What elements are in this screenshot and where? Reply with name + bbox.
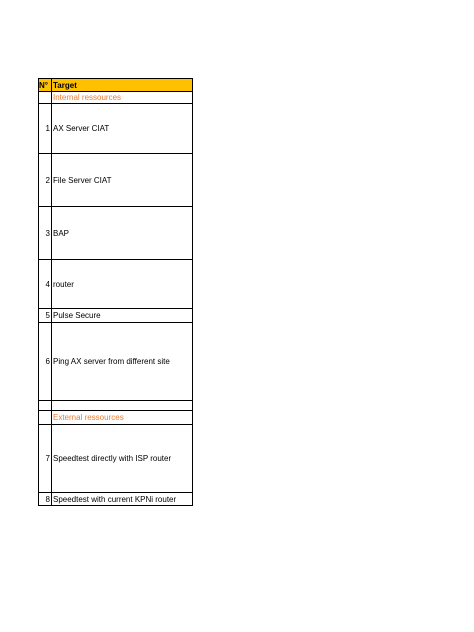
- row-target: Speedtest with current KPNi router: [53, 494, 177, 504]
- row-number: 3: [39, 207, 52, 259]
- table-row: [38, 154, 193, 207]
- row-number: 7: [39, 425, 52, 492]
- section-row-internal: [38, 92, 193, 104]
- section-title-internal: Internal ressources: [53, 93, 122, 102]
- table-row: [38, 493, 193, 506]
- section-title-external: External ressources: [53, 413, 124, 422]
- row-number: 5: [39, 309, 52, 322]
- row-number: 4: [39, 260, 52, 308]
- table-row: [38, 260, 193, 309]
- row-number: 6: [39, 323, 52, 400]
- row-target: Speedtest directly with ISP router: [53, 454, 172, 463]
- row-target: BAP: [53, 228, 70, 238]
- table-row: [38, 323, 193, 401]
- empty-target-cell: [52, 401, 192, 410]
- row-target: Pulse Secure: [53, 311, 101, 320]
- row-number: 8: [39, 493, 52, 505]
- table-row: [38, 425, 193, 493]
- row-number: 1: [39, 104, 52, 153]
- row-target: router: [53, 279, 74, 289]
- row-target: AX Server CIAT: [53, 124, 110, 133]
- table-row: [38, 104, 193, 154]
- header-row: [38, 78, 193, 92]
- row-target: File Server CIAT: [53, 175, 112, 185]
- empty-row: [38, 401, 193, 411]
- empty-number-cell: [39, 401, 52, 410]
- spreadsheet-table: [38, 78, 193, 506]
- header-target: Target: [53, 80, 77, 90]
- table-row: [38, 309, 193, 323]
- row-target: Ping AX server from different site: [53, 357, 170, 366]
- row-number: 2: [39, 154, 52, 206]
- section-number-cell: [39, 411, 52, 424]
- section-row-external: [38, 411, 193, 425]
- section-number-cell: [39, 92, 52, 103]
- header-number: N°: [39, 79, 52, 91]
- table-row: [38, 207, 193, 260]
